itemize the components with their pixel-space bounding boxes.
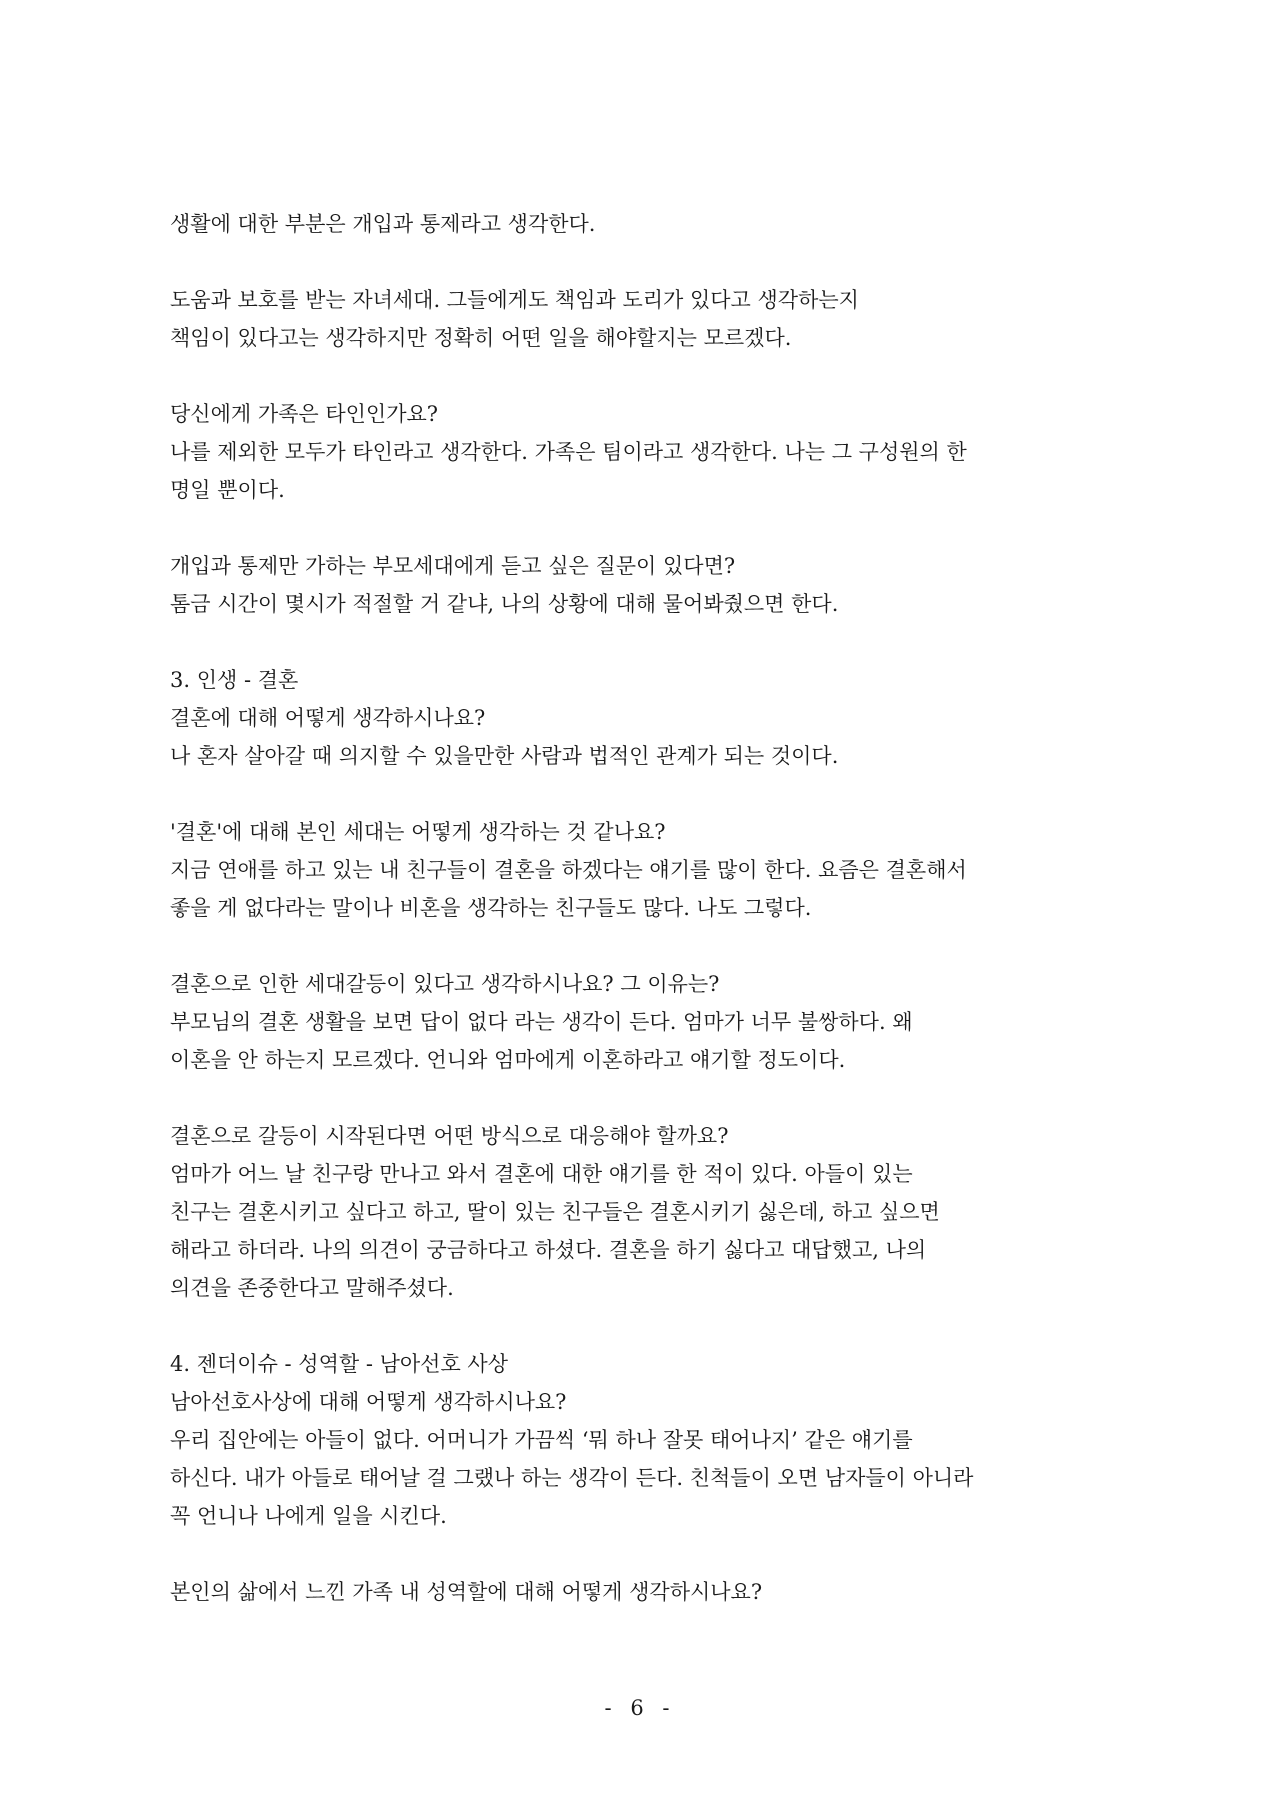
question-line: 남아선호사상에 대해 어떻게 생각하시나요?: [170, 1390, 567, 1414]
text-line: 이혼을 안 하는지 모르겠다. 언니와 엄마에게 이혼하라고 얘기할 정도이다.: [170, 1048, 846, 1072]
text-line: 하신다. 내가 아들로 태어날 걸 그랬나 하는 생각이 든다. 친척들이 오면 남자들이 아니라: [170, 1466, 974, 1490]
text-line: 친구는 결혼시키고 싶다고 하고, 딸이 있는 친구들은 결혼시키기 싫은데, 하고 싶으면: [170, 1200, 940, 1224]
blank-line: [170, 1307, 1100, 1345]
text-line: 우리 집안에는 아들이 없다. 어머니가 가끔씩 ‘뭐 하나 잘못 태어나지’ 같은 얘기를: [170, 1428, 913, 1452]
question-line: 당신에게 가족은 타인인가요?: [170, 402, 439, 426]
section-heading: 4. 젠더이슈 - 성역할 - 남아선호 사상: [170, 1352, 508, 1376]
text-line: 톰금 시간이 몇시가 적절할 거 같냐, 나의 상황에 대해 물어봐줬으면 한다.: [170, 592, 839, 616]
blank-line: [170, 1079, 1100, 1117]
text-line: 나 혼자 살아갈 때 의지할 수 있을만한 사람과 법적인 관계가 되는 것이다.: [170, 744, 839, 768]
text-line: 나를 제외한 모두가 타인라고 생각한다. 가족은 팀이라고 생각한다. 나는 그 구성원의 한: [170, 440, 967, 464]
question-line: 결혼에 대해 어떻게 생각하시나요?: [170, 706, 486, 730]
text-line: 꼭 언니나 나에게 일을 시킨다.: [170, 1504, 447, 1528]
blank-line: [170, 243, 1100, 281]
question-line: 본인의 삶에서 느낀 가족 내 성역할에 대해 어떻게 생각하시나요?: [170, 1580, 763, 1604]
question-line: 결혼으로 인한 세대갈등이 있다고 생각하시나요? 그 이유는?: [170, 972, 720, 996]
blank-line: [170, 357, 1100, 395]
blank-line: [170, 623, 1100, 661]
question-line: 결혼으로 갈등이 시작된다면 어떤 방식으로 대응해야 할까요?: [170, 1124, 729, 1148]
text-line: 부모님의 결혼 생활을 보면 답이 없다 라는 생각이 든다. 엄마가 너무 불쌍하다. 왜: [170, 1010, 913, 1034]
text-line: 엄마가 어느 날 친구랑 만나고 와서 결혼에 대한 얘기를 한 적이 있다. 아들이 있는: [170, 1162, 913, 1186]
text-line: 명일 뿐이다.: [170, 478, 285, 502]
page-body: [170, 205, 1100, 1611]
page-number: - 6 -: [604, 1696, 676, 1720]
question-line: '결혼'에 대해 본인 세대는 어떻게 생각하는 것 같나요?: [170, 820, 666, 844]
blank-line: [170, 775, 1100, 813]
blank-line: [170, 509, 1100, 547]
text-line: 해라고 하더라. 나의 의견이 궁금하다고 하셨다. 결혼을 하기 싫다고 대답했고, 나의: [170, 1238, 927, 1262]
question-line: 개입과 통제만 가하는 부모세대에게 듣고 싶은 질문이 있다면?: [170, 554, 736, 578]
text-line: 지금 연애를 하고 있는 내 친구들이 결혼을 하겠다는 얘기를 많이 한다. 요즘은 결혼해서: [170, 858, 967, 882]
section-heading: 3. 인생 - 결혼: [170, 668, 299, 692]
text-line: 좋을 게 없다라는 말이나 비혼을 생각하는 친구들도 많다. 나도 그렇다.: [170, 896, 812, 920]
blank-line: [170, 1535, 1100, 1573]
blank-line: [170, 927, 1100, 965]
text-line: 도움과 보호를 받는 자녀세대. 그들에게도 책임과 도리가 있다고 생각하는지: [170, 288, 859, 312]
text-line: 책임이 있다고는 생각하지만 정확히 어떤 일을 해야할지는 모르겠다.: [170, 326, 792, 350]
text-line: 의견을 존중한다고 말해주셨다.: [170, 1276, 454, 1300]
text-line: 생활에 대한 부분은 개입과 통제라고 생각한다.: [170, 212, 596, 236]
